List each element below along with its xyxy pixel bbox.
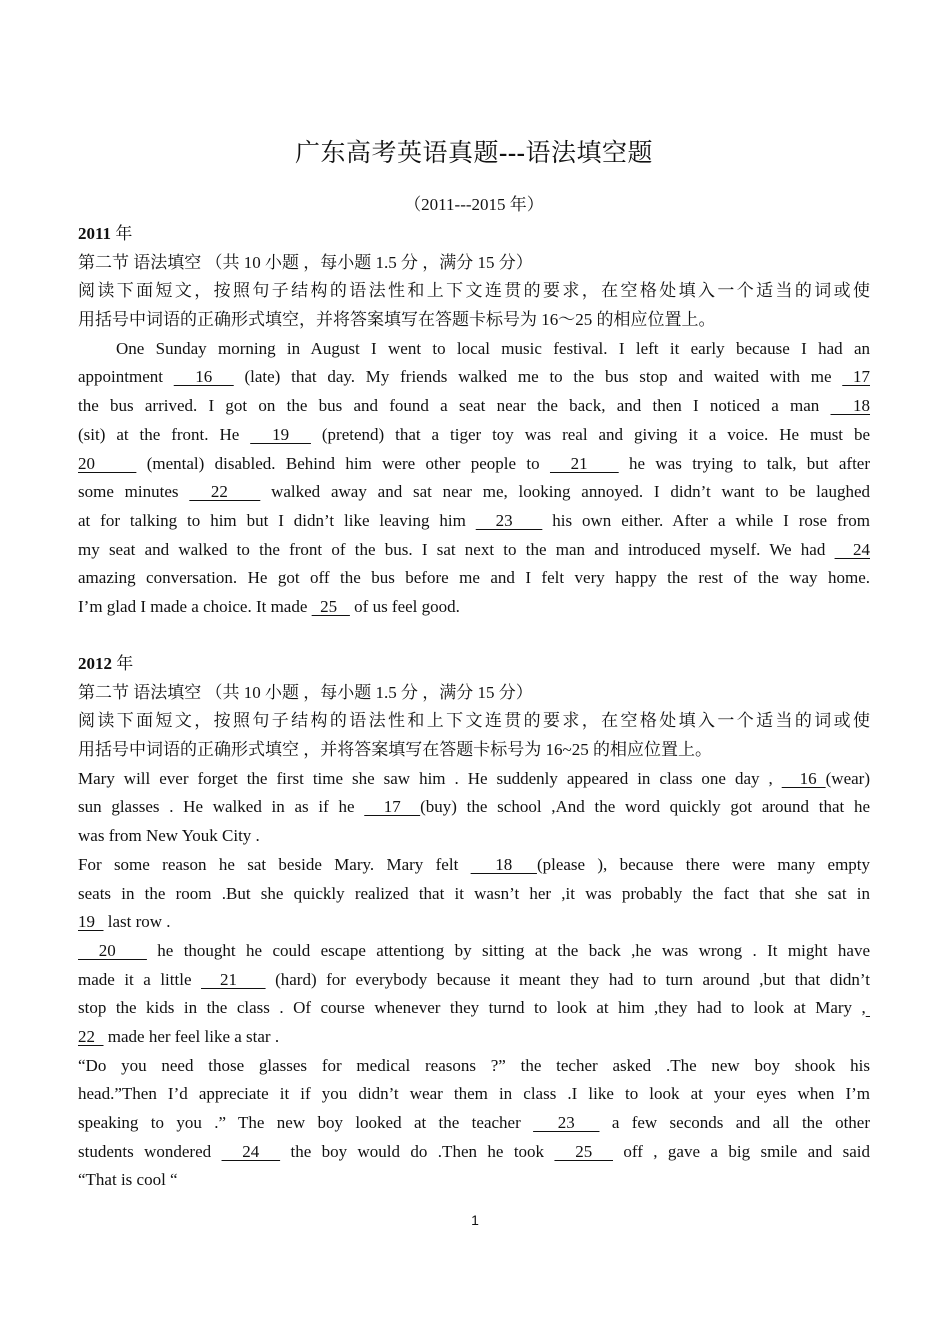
passage-line [78,507,870,536]
passage-line [78,536,870,565]
passage-text: (buy) the school ,And the word quickly got around that he [420,797,870,817]
passage-text: some minutes [78,482,190,502]
answer-blank: 20 [78,453,137,473]
instruction-line: 用括号中词语的正确形式填空，并将答案填写在答题卡标号为 16～25 的相应位置上。 [78,310,716,330]
instruction-line: 用括号中词语的正确形式填空 ，并将答案填写在答题卡标号为 16~25 的相应位置上。 [78,740,712,760]
passage-line [78,335,870,364]
answer-blank: 23 [475,510,543,530]
title-rest: 语法填空题 [525,140,653,167]
passage-line [78,851,870,880]
passage-text: my seat and walked to the front of the bus. I sat next to the man and introduced myself. We had [78,539,835,559]
passage-text: I’m glad I made a choice. It made [78,596,312,616]
passage-text: (pretend) that a tiger toy was real and giving it a voice. He must be [310,424,870,444]
year-number: 2012 [78,654,112,673]
answer-blank: 18 [830,396,870,416]
passage-line [78,1023,870,1052]
passage-text: “That is cool “ [78,1170,178,1190]
answer-blank: 22 [78,1026,104,1046]
passage-line [78,478,870,507]
passage-line [78,1052,870,1081]
section-year [78,220,870,249]
page-subtitle: （2011---2015 年） [404,195,544,214]
answer-blank: 23 [533,1113,600,1132]
answer-blank: 19 [78,912,104,932]
passage-line [78,1109,870,1138]
page-title [78,136,870,172]
passage-text: For some reason he sat beside Mary. Mary felt [78,854,471,874]
passage-line [78,1166,870,1195]
passage-text: stop the kids in the class . Of course whenever they turnd to look at him ,they had to look at Mary , [78,998,866,1018]
passage-text: walked away and sat near me, looking annoyed. I didn’t want to be laughed [260,482,870,502]
section-2012 [78,650,870,1195]
year-number: 2011 [78,224,112,243]
passage-text: (hard) for everybody because it meant they had to turn around ,but that didn’t [265,969,870,989]
year-suffix: 年 [112,654,134,673]
passage-line [78,966,870,995]
passage-line [78,793,870,822]
title-dashes: --- [499,140,526,167]
passage-text: sun glasses . He walked in as if he [78,797,365,817]
passage-line [78,937,870,966]
passage-text: the boy would do .Then he took [280,1141,555,1161]
passage-text: was from New Youk City . [78,826,260,846]
answer-blank [866,998,870,1017]
passage-text: made it a little [78,969,202,989]
passage-line [78,363,870,392]
answer-blank: 21 [201,969,266,989]
passage-text: students wondered [78,1141,222,1161]
passage-text: made her feel like a star . [103,1026,280,1046]
answer-blank: 17 [842,367,870,387]
passage-line [78,392,870,421]
answer-blank: 25 [554,1141,613,1161]
passage-text: (late) that day. My friends walked me to the bus stop and waited with me [233,367,843,387]
passage-text: Mary will ever forget the first time she saw him . He suddenly appeared in class one day , [78,768,782,788]
passage-text: of us feel good. [349,596,460,616]
passage-line [78,880,870,909]
passage-text: (wear) [825,768,870,788]
answer-blank: 19 [250,424,311,444]
answer-blank: 20 [78,940,147,960]
title-main: 广东高考英语真题 [294,140,499,167]
passage-text: (mental) disabled. Behind him were other people to [136,453,550,473]
passage-line [78,994,870,1023]
section-heading: 第二节 语法填空 （共 10 小题 ，每小题 1.5 分 ，满分 15 分） [78,252,533,272]
section-heading: 第二节 语法填空 （共 10 小题 ，每小题 1.5 分 ，满分 15 分） [78,682,533,702]
passage-text: last row . [103,912,171,932]
passage-text: he was trying to talk, but after [618,453,870,473]
passage-line [78,450,870,479]
answer-blank: 25 [311,596,350,616]
passage-text: “Do you need those glasses for medical reasons ?” the techer asked .The new boy shook his [78,1055,870,1075]
passage-text: at for talking to him but I didn’t like leaving him [78,510,476,530]
passage-line [78,765,870,794]
answer-blank: 18 [470,854,537,874]
answer-blank: 16 [781,768,826,788]
passage-text: (please ), because there were many empty [536,854,870,874]
page-number: 1 [471,1212,479,1228]
answer-blank: 22 [189,482,261,502]
passage-text: (sit) at the front. He [78,424,251,444]
answer-blank: 24 [834,539,870,559]
passage-text: seats in the room .But she quickly realized that it wasn’t her ,it was probably the fact that she sat in [78,883,870,903]
answer-blank: 21 [549,453,619,473]
passage-text: he thought he could escape attentiong by sitting at the back ,he was wrong . It might have [146,940,870,960]
section-year [78,650,870,679]
instruction-line: 阅读下面短文，按照句子结构的语法性和上下文连贯的要求，在空格处填入一个适当的词或使 [78,711,870,731]
passage-line [78,908,870,937]
passage-text: a few seconds and all the other [599,1113,870,1132]
passage-text: off , gave a big smile and said [613,1141,870,1161]
year-suffix: 年 [111,224,133,243]
passage-line [78,1138,870,1167]
passage-line [78,1080,870,1109]
passage-text: One Sunday morning in August I went to local music festival. I left it early because I had an [116,338,870,358]
passage-line [78,593,870,622]
section-2011 [78,220,870,622]
passage-line [78,822,870,851]
passage-line [78,421,870,450]
answer-blank: 16 [173,367,234,387]
passage-line [78,564,870,593]
passage-text: appointment [78,367,174,387]
passage-text: the bus arrived. I got on the bus and found a seat near the back, and then I noticed a man [78,396,831,416]
passage-text: speaking to you .” The new boy looked at the teacher [78,1113,534,1132]
answer-blank: 24 [221,1141,281,1161]
passage-text: his own either. After a while I rose from [542,510,870,530]
passage-text: head.”Then I’d appreciate it if you didn’t wear them in class .I like to look at your eyes when I’m [78,1084,870,1104]
instruction-line: 阅读下面短文，按照句子结构的语法性和上下文连贯的要求，在空格处填入一个适当的词或使 [78,281,870,301]
passage-text: amazing conversation. He got off the bus before me and I felt very happy the rest of the way home. [78,568,870,588]
answer-blank: 17 [364,797,421,817]
